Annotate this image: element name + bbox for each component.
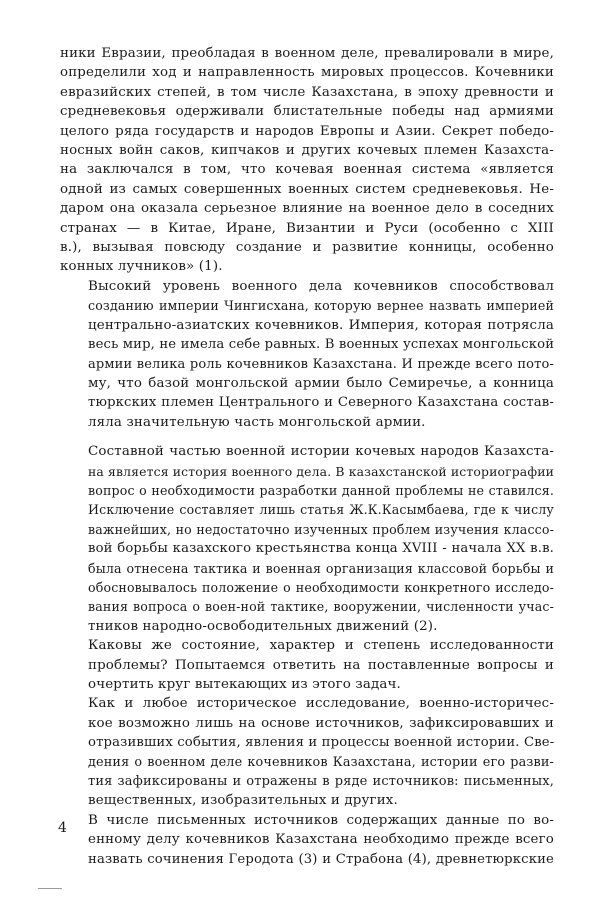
text-line: ляла значительную часть монгольской армии.: [88, 414, 426, 430]
text-line: созданию империи Чингисхана, которую вернее назвать империей: [88, 298, 554, 314]
text-line: дения о военном деле кочевников Казахстана, истории его разви-: [88, 754, 554, 770]
text-line: очертить круг вытекающих из этого задач.: [88, 677, 401, 692]
text-line: целого ряда государств и народов Европы и Азии. Секрет победо-: [60, 123, 554, 139]
page-number: 4: [58, 820, 67, 836]
text-line: одной из самых совершенных военных систем средневековья. Не-: [60, 181, 554, 197]
scan-edge-mark: [38, 888, 62, 889]
text-line: средневековья одерживали блистательные победы над армиями: [60, 104, 554, 120]
text-line: Высокий уровень военного дела кочевников способствовал: [88, 278, 554, 294]
text-line: енному делу кочевников Казахстана необходимо прежде всего: [88, 832, 554, 848]
text-line: Как и любое историческое исследование, военно-историчес-: [88, 696, 554, 712]
text-line: Исключение составляет лишь статья Ж.К.Касымбаева, где к числу: [88, 502, 554, 518]
paragraph: [60, 811, 554, 869]
text-line: кое возможно лишь на основе источников, зафиксировавших и: [88, 715, 554, 731]
text-line: центрально-азиатских кочевников. Империя, которая потрясла: [88, 317, 554, 333]
text-line: вания вопроса о воен-ной тактике, вооружении, численности учас-: [88, 599, 554, 615]
text-line: вещественных, изобразительных и других.: [88, 793, 398, 809]
text-line: ники Евразии, преобладая в военном деле, превалировали в мире,: [60, 46, 554, 61]
text-line: важнейших, но недостаточно изученных проблем изучения классо-: [88, 521, 554, 537]
text-line: му, что базой монгольской армии было Семиречье, а конница: [88, 375, 554, 391]
text-line: весь мир, не имела себе равных. В военных успехах монгольской: [88, 337, 555, 353]
text-line: проблемы? Попытаемся ответить на поставленные вопросы и: [88, 657, 554, 673]
text-line: вой борьбы казахского крестьянства конца XVIII - начала XX в.в.: [88, 541, 554, 557]
text-line: назвать сочинения Геродота (3) и Страбона (4), древнетюркские: [88, 851, 554, 867]
paragraph: [60, 442, 554, 636]
text-line: странах — в Китае, Иране, Византии и Руси (особенно с XIII: [60, 220, 554, 236]
text-line: носных войн саков, кипчаков и других кочевых племен Казахста-: [60, 143, 554, 159]
body-text: [60, 44, 554, 869]
text-line: обосновывалось положение о необходимости конкретного исследо-: [88, 579, 554, 595]
paragraph: [60, 44, 554, 277]
text-line: на заключался в том, что кочевая военная система «является: [60, 162, 554, 178]
text-line: вопрос о необходимости разработки данной проблемы не ставился.: [88, 482, 554, 498]
text-line: отразивших события, явления и процессы военной истории. Све-: [88, 735, 555, 751]
text-line: в.), вызывая повсюду создание и развитие конницы, особенно: [60, 240, 554, 256]
text-line: даром она оказала серьезное влияние на военное дело в соседних: [60, 201, 554, 217]
text-line: тия зафиксированы и отражены в ряде источников: письменных,: [88, 774, 554, 790]
text-line: В числе письменных источников содержащих данные по во-: [88, 812, 554, 828]
text-line: конных лучников» (1).: [60, 259, 223, 275]
paragraph: [60, 694, 554, 810]
paragraph: [60, 277, 554, 432]
text-line: Составной частью военной истории кочевых народов Казахста-: [88, 444, 554, 460]
text-line: тюркских племен Центрального и Северного Казахстана состав-: [88, 395, 554, 411]
text-line: была отнесена тактика и военная организация классовой борьбы и: [88, 560, 554, 576]
text-line: на является история военного дела. В казахстанской историографии: [88, 463, 555, 479]
text-line: определили ход и направленность мировых процессов. Кочевники: [60, 65, 554, 81]
paragraph: [60, 636, 554, 694]
text-line: Каковы же состояние, характер и степень исследованности: [88, 638, 554, 654]
text-line: тников народно-освободительных движений (2).: [88, 618, 438, 634]
text-line: армии велика роль кочевников Казахстана. И прежде всего пото-: [88, 356, 554, 372]
text-line: евразийских степей, в том числе Казахстана, в эпоху древности и: [60, 84, 554, 100]
